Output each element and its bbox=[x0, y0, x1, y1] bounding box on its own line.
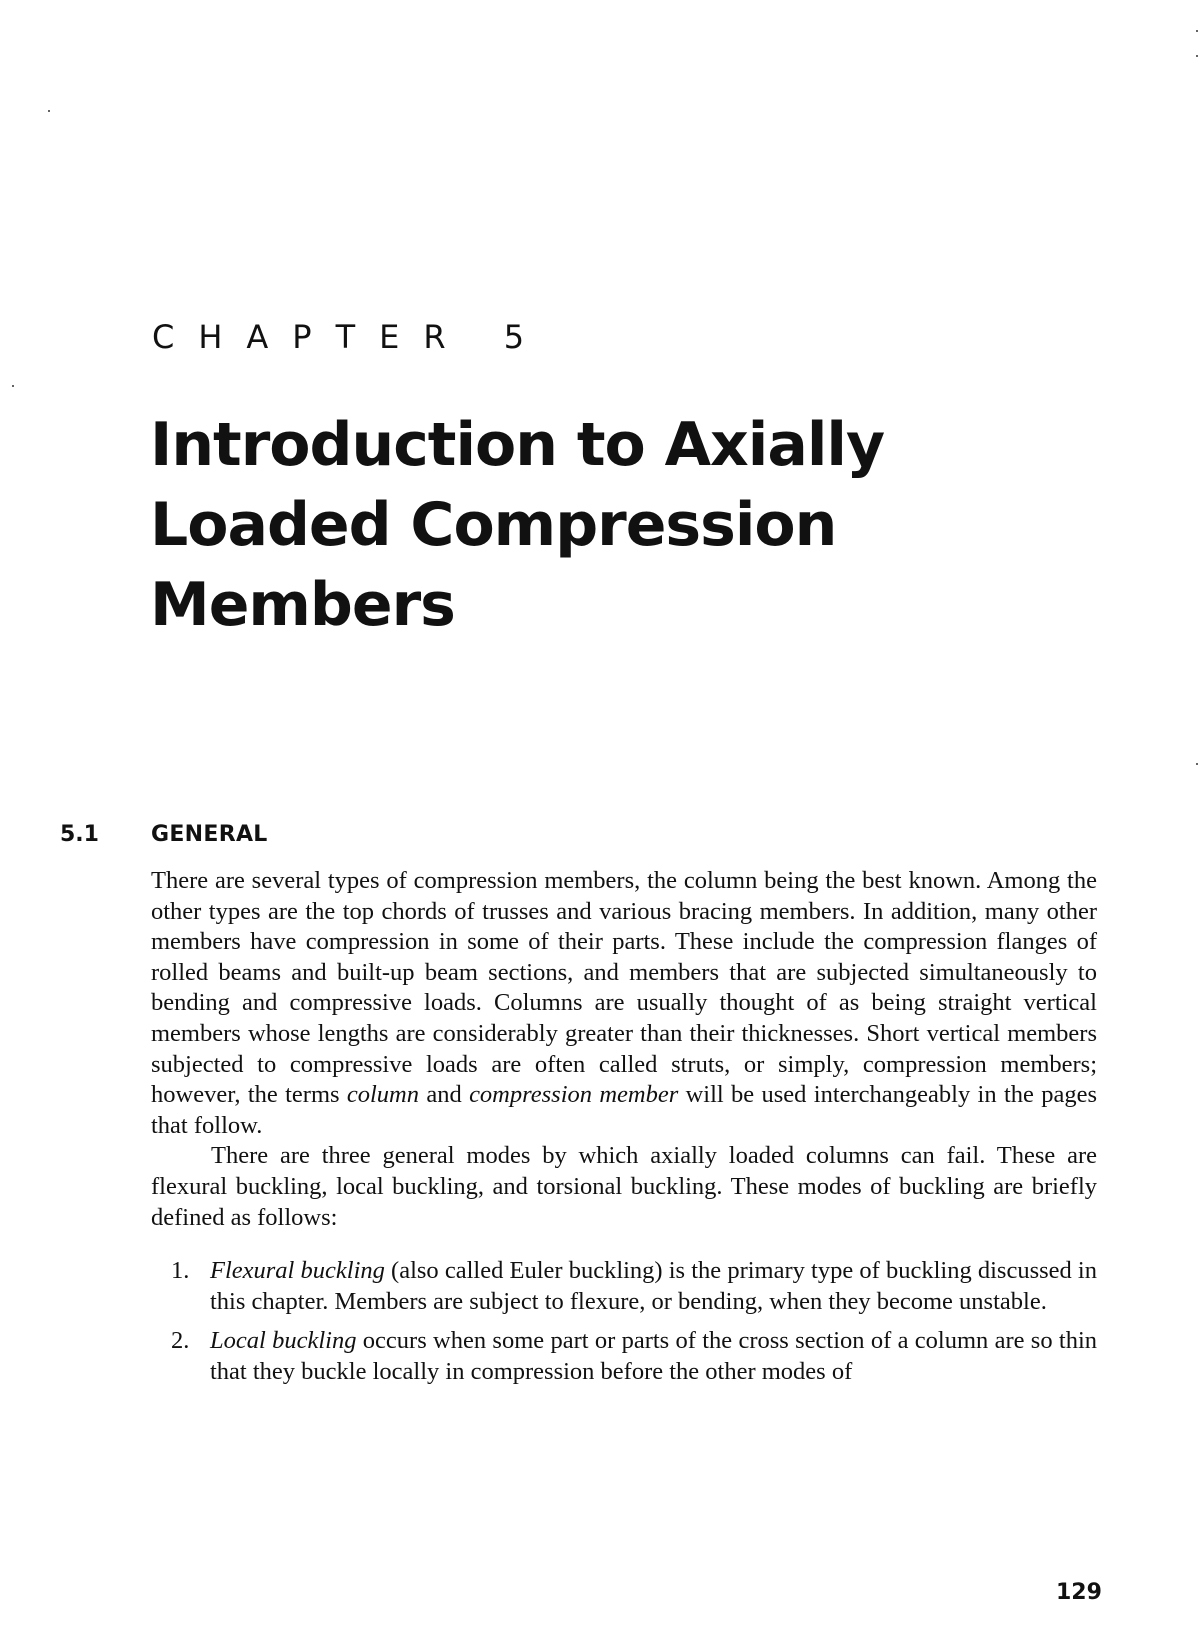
list-item-number: 1. bbox=[171, 1257, 190, 1285]
list-item-text: (also called Euler buckling) is the primary type of buckling discussed in this chapter. Members are subject to flexure, or bending, when they become unstable. bbox=[210, 1257, 1097, 1315]
section-number: 5.1 bbox=[60, 822, 99, 847]
chapter-title-line: Introduction to Axially bbox=[150, 410, 885, 480]
list-item bbox=[151, 1256, 1097, 1317]
section-body bbox=[151, 866, 1097, 1397]
list-item-term: Local buckling bbox=[210, 1327, 357, 1355]
scan-speck bbox=[1196, 763, 1198, 765]
chapter-title-line: Loaded Compression bbox=[150, 490, 837, 560]
page-number: 129 bbox=[1056, 1580, 1102, 1605]
chapter-title bbox=[150, 405, 1050, 645]
list-item-term: Flexural buckling bbox=[210, 1257, 385, 1285]
list-item-text: occurs when some part or parts of the cross section of a column are so thin that they buckle locally in compression before the other modes of bbox=[210, 1327, 1097, 1385]
scan-speck bbox=[1196, 55, 1198, 57]
chapter-label: CHAPTER 5 bbox=[152, 318, 549, 356]
chapter-title-line: Members bbox=[150, 570, 455, 640]
paragraph bbox=[151, 866, 1097, 1141]
paragraph-text: There are several types of compression members, the column being the best known. Among the other types are the top chords of trusses and various bracing members. In addition, many other members have compression in some of their parts. These include the compression flanges of rolled beams and built-up beam sections, and members that are subjected simultaneously to bending and compressive loads. Columns are usually thought of as being straight vertical members whose lengths are considerably greater than their thicknesses. Short vertical members subjected to compressive loads are often called struts, or simply, compression members; however, the terms bbox=[151, 867, 1097, 1109]
paragraph-text: and bbox=[419, 1081, 470, 1109]
emphasized-term: compression member bbox=[469, 1081, 679, 1109]
buckling-modes-list bbox=[151, 1256, 1097, 1387]
scan-speck bbox=[12, 385, 14, 387]
scan-speck bbox=[48, 110, 50, 112]
paragraph-text: will be used interchangeably in the pages that follow. bbox=[151, 1081, 1097, 1139]
paragraph: There are three general modes by which axially loaded columns can fail. These are flexural buckling, local buckling, and torsional buckling. These modes of buckling are briefly defined as follows: bbox=[151, 1142, 1097, 1231]
emphasized-term: column bbox=[346, 1081, 419, 1109]
list-item bbox=[151, 1326, 1097, 1387]
section-heading: GENERAL bbox=[151, 822, 268, 847]
scan-speck bbox=[1196, 30, 1198, 32]
list-item-number: 2. bbox=[171, 1327, 190, 1355]
